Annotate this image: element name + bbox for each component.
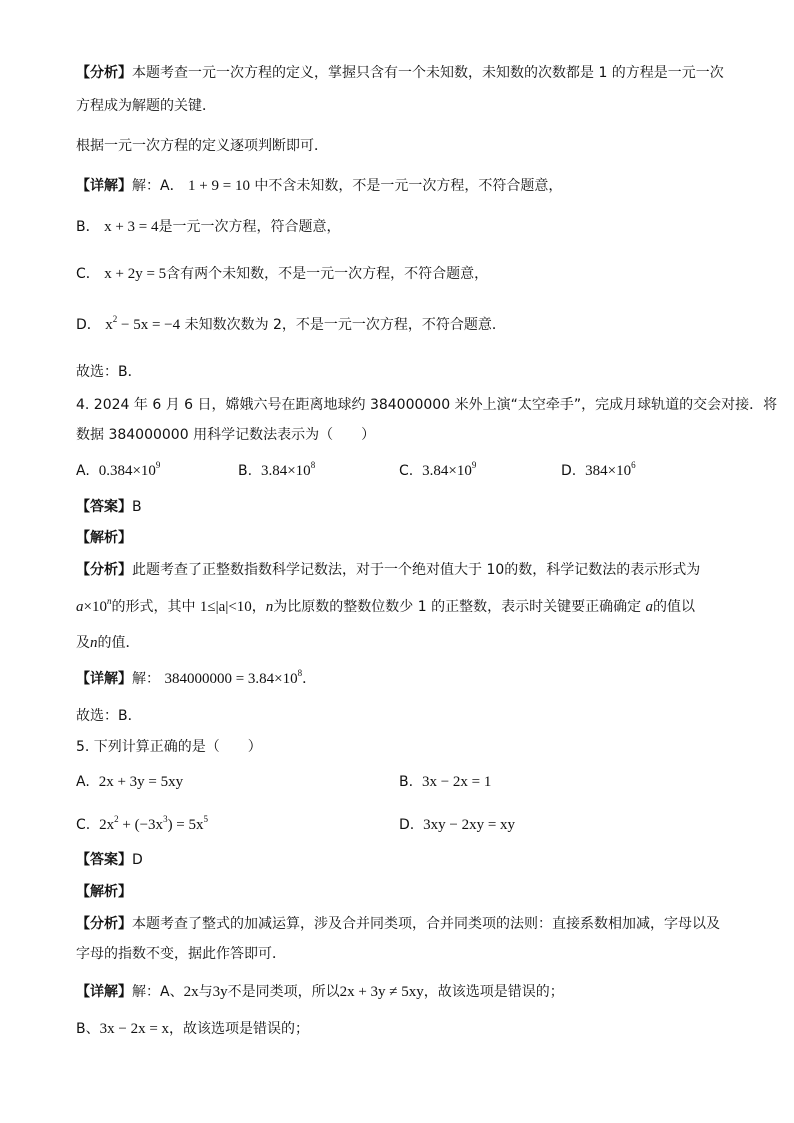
q4-choice: 故选：B．: [76, 708, 142, 724]
q3-c-expression: x + 2y = 5: [104, 266, 167, 282]
q4-stem-line-1: 4. 2024 年 6 月 6 日，嫦娥六号在距离地球约 384000000 米外上演“太空牵手”，完成月球轨道的交会对接．将: [76, 397, 778, 413]
q3-detail-tag: 【详解】: [76, 178, 132, 194]
q3-d-expression: $x^2 - 5x = -4$: [105, 314, 181, 333]
q3-analysis-line-3: 根据一元一次方程的定义逐项判断即可．: [76, 138, 328, 154]
q3-b-text: 是一元一次方程，符合题意，: [158, 219, 341, 235]
q5-answer: 【答案】D: [76, 852, 143, 868]
q5-analysis-line-1: 【分析】本题考查了整式的加减运算，涉及合并同类项，合并同类项的法则：直接系数相加减，字母以及: [76, 916, 720, 932]
q3-c-text: 含有两个未知数，不是一元一次方程，不符合题意，: [166, 266, 489, 282]
q3-analysis-tag: 【分析】: [76, 65, 132, 81]
q3-d-text: 未知数次数为 2，不是一元一次方程，不符合题意．: [184, 317, 506, 333]
q4-option-d: D. $384\times 10^6$: [561, 460, 636, 479]
q4-option-a: A. $0.384\times 10^9$: [76, 460, 161, 479]
q4-solution-tag: 【解析】: [76, 530, 132, 546]
q4-answer-value: B: [132, 499, 142, 515]
q3-b-expression: x + 3 = 4: [104, 219, 159, 235]
q3-detail-a: [76, 176, 562, 196]
q4-answer: 【答案】B: [76, 499, 142, 515]
q4-analysis-line-3: 及n的值．: [76, 635, 140, 651]
q3-analysis-line-1: [76, 63, 724, 83]
q3-detail-prefix: 解：A．: [132, 178, 184, 194]
q3-a-expression: 1 + 9 = 10: [188, 178, 250, 194]
q3-detail-c: [76, 264, 488, 284]
q3-b-label: B．: [76, 219, 100, 235]
q3-analysis-line-2: 方程成为解题的关键．: [76, 98, 216, 114]
q5-detail-a: 【详解】解：A、2x与3y不是同类项，所以2x + 3y ≠ 5xy，故该选项是错误的；: [76, 984, 564, 1000]
q4-analysis-line-2: $a\times 10^n$的形式，其中 1≤|a|<10，n为比原数的整数位数少 1 的正整数，表示时关键要正确确定 a的值以: [76, 596, 696, 615]
q3-detail-b: [76, 217, 340, 237]
q5-analysis-line-2: 字母的指数不变，据此作答即可．: [76, 946, 286, 962]
q4-stem-line-2: 数据 384000000 用科学记数法表示为（ ）: [76, 427, 376, 443]
q3-c-label: C．: [76, 266, 100, 282]
q5-answer-value: D: [132, 852, 143, 868]
q4-detail: 【详解】解： $384000000 = 3.84\times 10^8$．: [76, 668, 317, 687]
q3-a-text: 中不含未知数，不是一元一次方程，不符合题意，: [254, 178, 563, 194]
q3-d-label: D．: [76, 317, 101, 333]
q5-solution-tag: 【解析】: [76, 884, 132, 900]
q4-option-c: C. $3.84\times 10^9$: [399, 460, 477, 479]
q3-detail-d: [76, 315, 506, 335]
q5-stem: 5. 下列计算正确的是（ ）: [76, 739, 262, 755]
q4-analysis-line-1: 【分析】此题考查了正整数指数科学记数法，对于一个绝对值大于 10的数，科学记数法的表示形式为: [76, 562, 701, 578]
q3-choice: 故选：B．: [76, 364, 142, 380]
q5-option-d: D. 3xy − 2xy = xy: [399, 817, 516, 833]
q5-option-a: A. 2x + 3y = 5xy: [76, 774, 184, 790]
q5-option-c: C. $2x^2 + (-3x^3) = 5x^5$: [76, 814, 209, 833]
q4-option-b: B. $3.84\times 10^8$: [238, 460, 316, 479]
q5-option-b: B. 3x − 2x = 1: [399, 774, 492, 790]
q5-detail-b: B、3x − 2x = x，故该选项是错误的；: [76, 1021, 310, 1037]
q3-analysis-text-1: 本题考查一元一次方程的定义，掌握只含有一个未知数，未知数的次数都是 1 的方程是一元一次: [132, 65, 724, 81]
